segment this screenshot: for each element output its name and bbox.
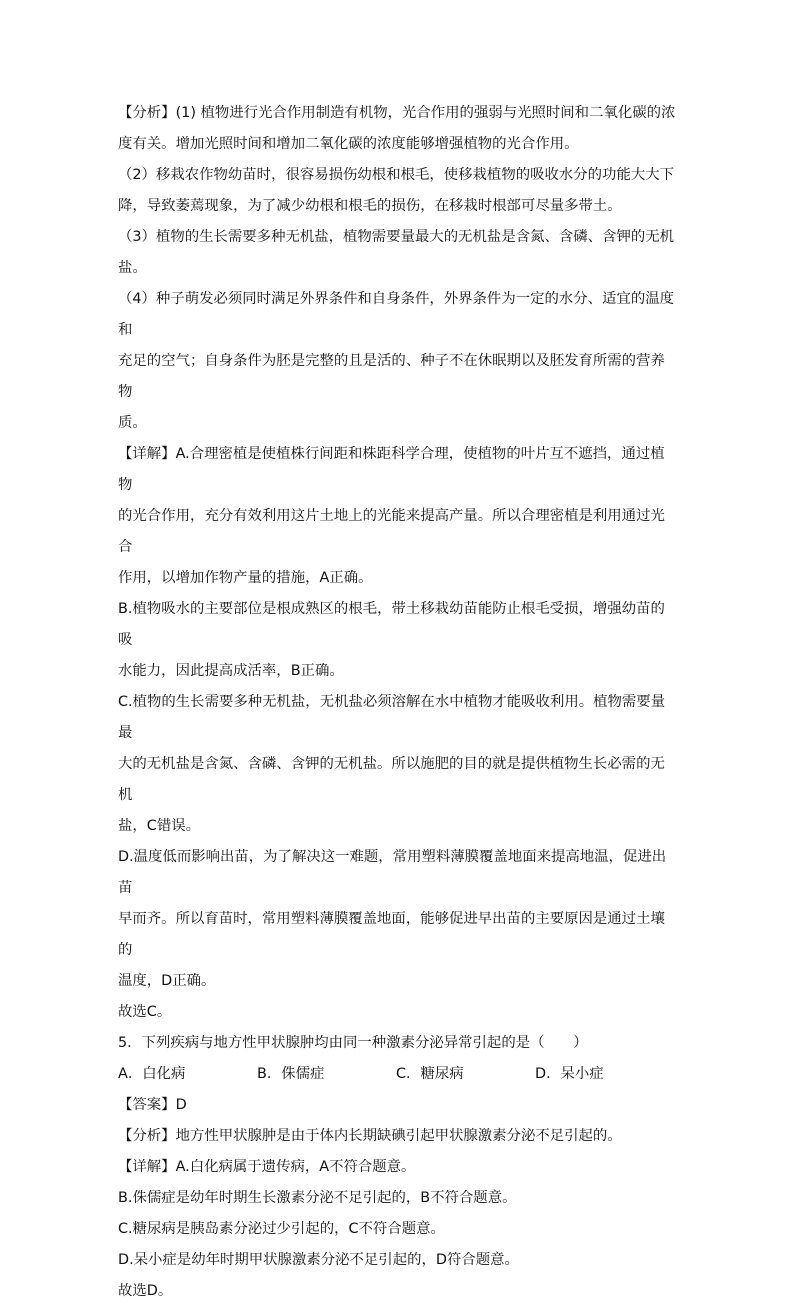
analysis-line: 质。	[118, 415, 147, 431]
analysis-line: 充足的空气；自身条件为胚是完整的且是活的、种子不在休眠期以及胚发育所需的营养物	[118, 353, 665, 400]
detail-line: 盐，C错误。	[118, 818, 201, 834]
detail-line: 大的无机盐是含氮、含磷、含钾的无机盐。所以施肥的目的就是提供植物生长必需的无机	[118, 756, 665, 803]
detail-line: 温度，D正确。	[118, 973, 216, 989]
analysis-line: （4）种子萌发必须同时满足外界条件和自身条件，外界条件为一定的水分、适宜的温度和	[118, 291, 675, 338]
question-stem: 5．下列疾病与地方性甲状腺肿均由同一种激素分泌异常引起的是（ ）	[118, 1035, 588, 1051]
detail-line: B.植物吸水的主要部位是根成熟区的根毛，带土移栽幼苗能防止根毛受损，增强幼苗的吸	[118, 601, 665, 648]
option-c: C．糖尿病	[396, 1066, 464, 1082]
option-d: D．呆小症	[535, 1066, 604, 1082]
analysis-line: 【分析】地方性甲状腺肿是由于体内长期缺碘引起甲状腺激素分泌不足引起的。	[118, 1128, 622, 1144]
analysis-line: （3）植物的生长需要多种无机盐，植物需要量最大的无机盐是含氮、含磷、含钾的无机	[118, 229, 675, 245]
detail-line: D.呆小症是幼年时期甲状腺激素分泌不足引起的，D符合题意。	[118, 1252, 519, 1268]
detail-line: B.侏儒症是幼年时期生长激素分泌不足引起的，B不符合题意。	[118, 1190, 517, 1206]
answer-line: 【答案】D	[118, 1097, 187, 1113]
detail-line: C.植物的生长需要多种无机盐，无机盐必须溶解在水中植物才能吸收利用。植物需要量最	[118, 694, 666, 741]
option-a: A．白化病	[118, 1066, 186, 1082]
analysis-line: 度有关。增加光照时间和增加二氧化碳的浓度能够增强植物的光合作用。	[118, 136, 579, 152]
detail-line: 的光合作用，充分有效利用这片土地上的光能来提高产量。所以合理密植是利用通过光合	[118, 508, 665, 555]
detail-line: 【详解】A.合理密植是使植株行间距和株距科学合理，使植物的叶片互不遮挡，通过植物	[118, 446, 665, 493]
detail-line: D.温度低而影响出苗，为了解决这一难题，常用塑料薄膜覆盖地面来提高地温，促进出苗	[118, 849, 667, 896]
analysis-line: 【分析】(1) 植物进行光合作用制造有机物，光合作用的强弱与光照时间和二氧化碳的浓	[118, 105, 676, 121]
detail-line: C.糖尿病是胰岛素分泌过少引起的，C不符合题意。	[118, 1221, 445, 1237]
answer-options	[118, 1059, 678, 1090]
detail-line: 作用，以增加作物产量的措施，A正确。	[118, 570, 373, 586]
conclusion-line: 故选C。	[118, 1004, 172, 1020]
detail-line: 早而齐。所以育苗时，常用塑料薄膜覆盖地面，能够促进早出苗的主要原因是通过土壤的	[118, 911, 665, 958]
analysis-line: 盐。	[118, 260, 147, 276]
document-body	[118, 98, 678, 1307]
conclusion-line: 故选D。	[118, 1283, 173, 1299]
detail-line: 【详解】A.白化病属于遗传病，A不符合题意。	[118, 1159, 416, 1175]
analysis-line: 降，导致萎蔫现象，为了减少幼根和根毛的损伤，在移栽时根部可尽量多带土。	[118, 198, 622, 214]
detail-line: 水能力，因此提高成活率，B正确。	[118, 663, 344, 679]
option-b: B．侏儒症	[257, 1066, 325, 1082]
analysis-line: （2）移栽农作物幼苗时，很容易损伤幼根和根毛，使移栽植物的吸收水分的功能大大下	[118, 167, 675, 183]
